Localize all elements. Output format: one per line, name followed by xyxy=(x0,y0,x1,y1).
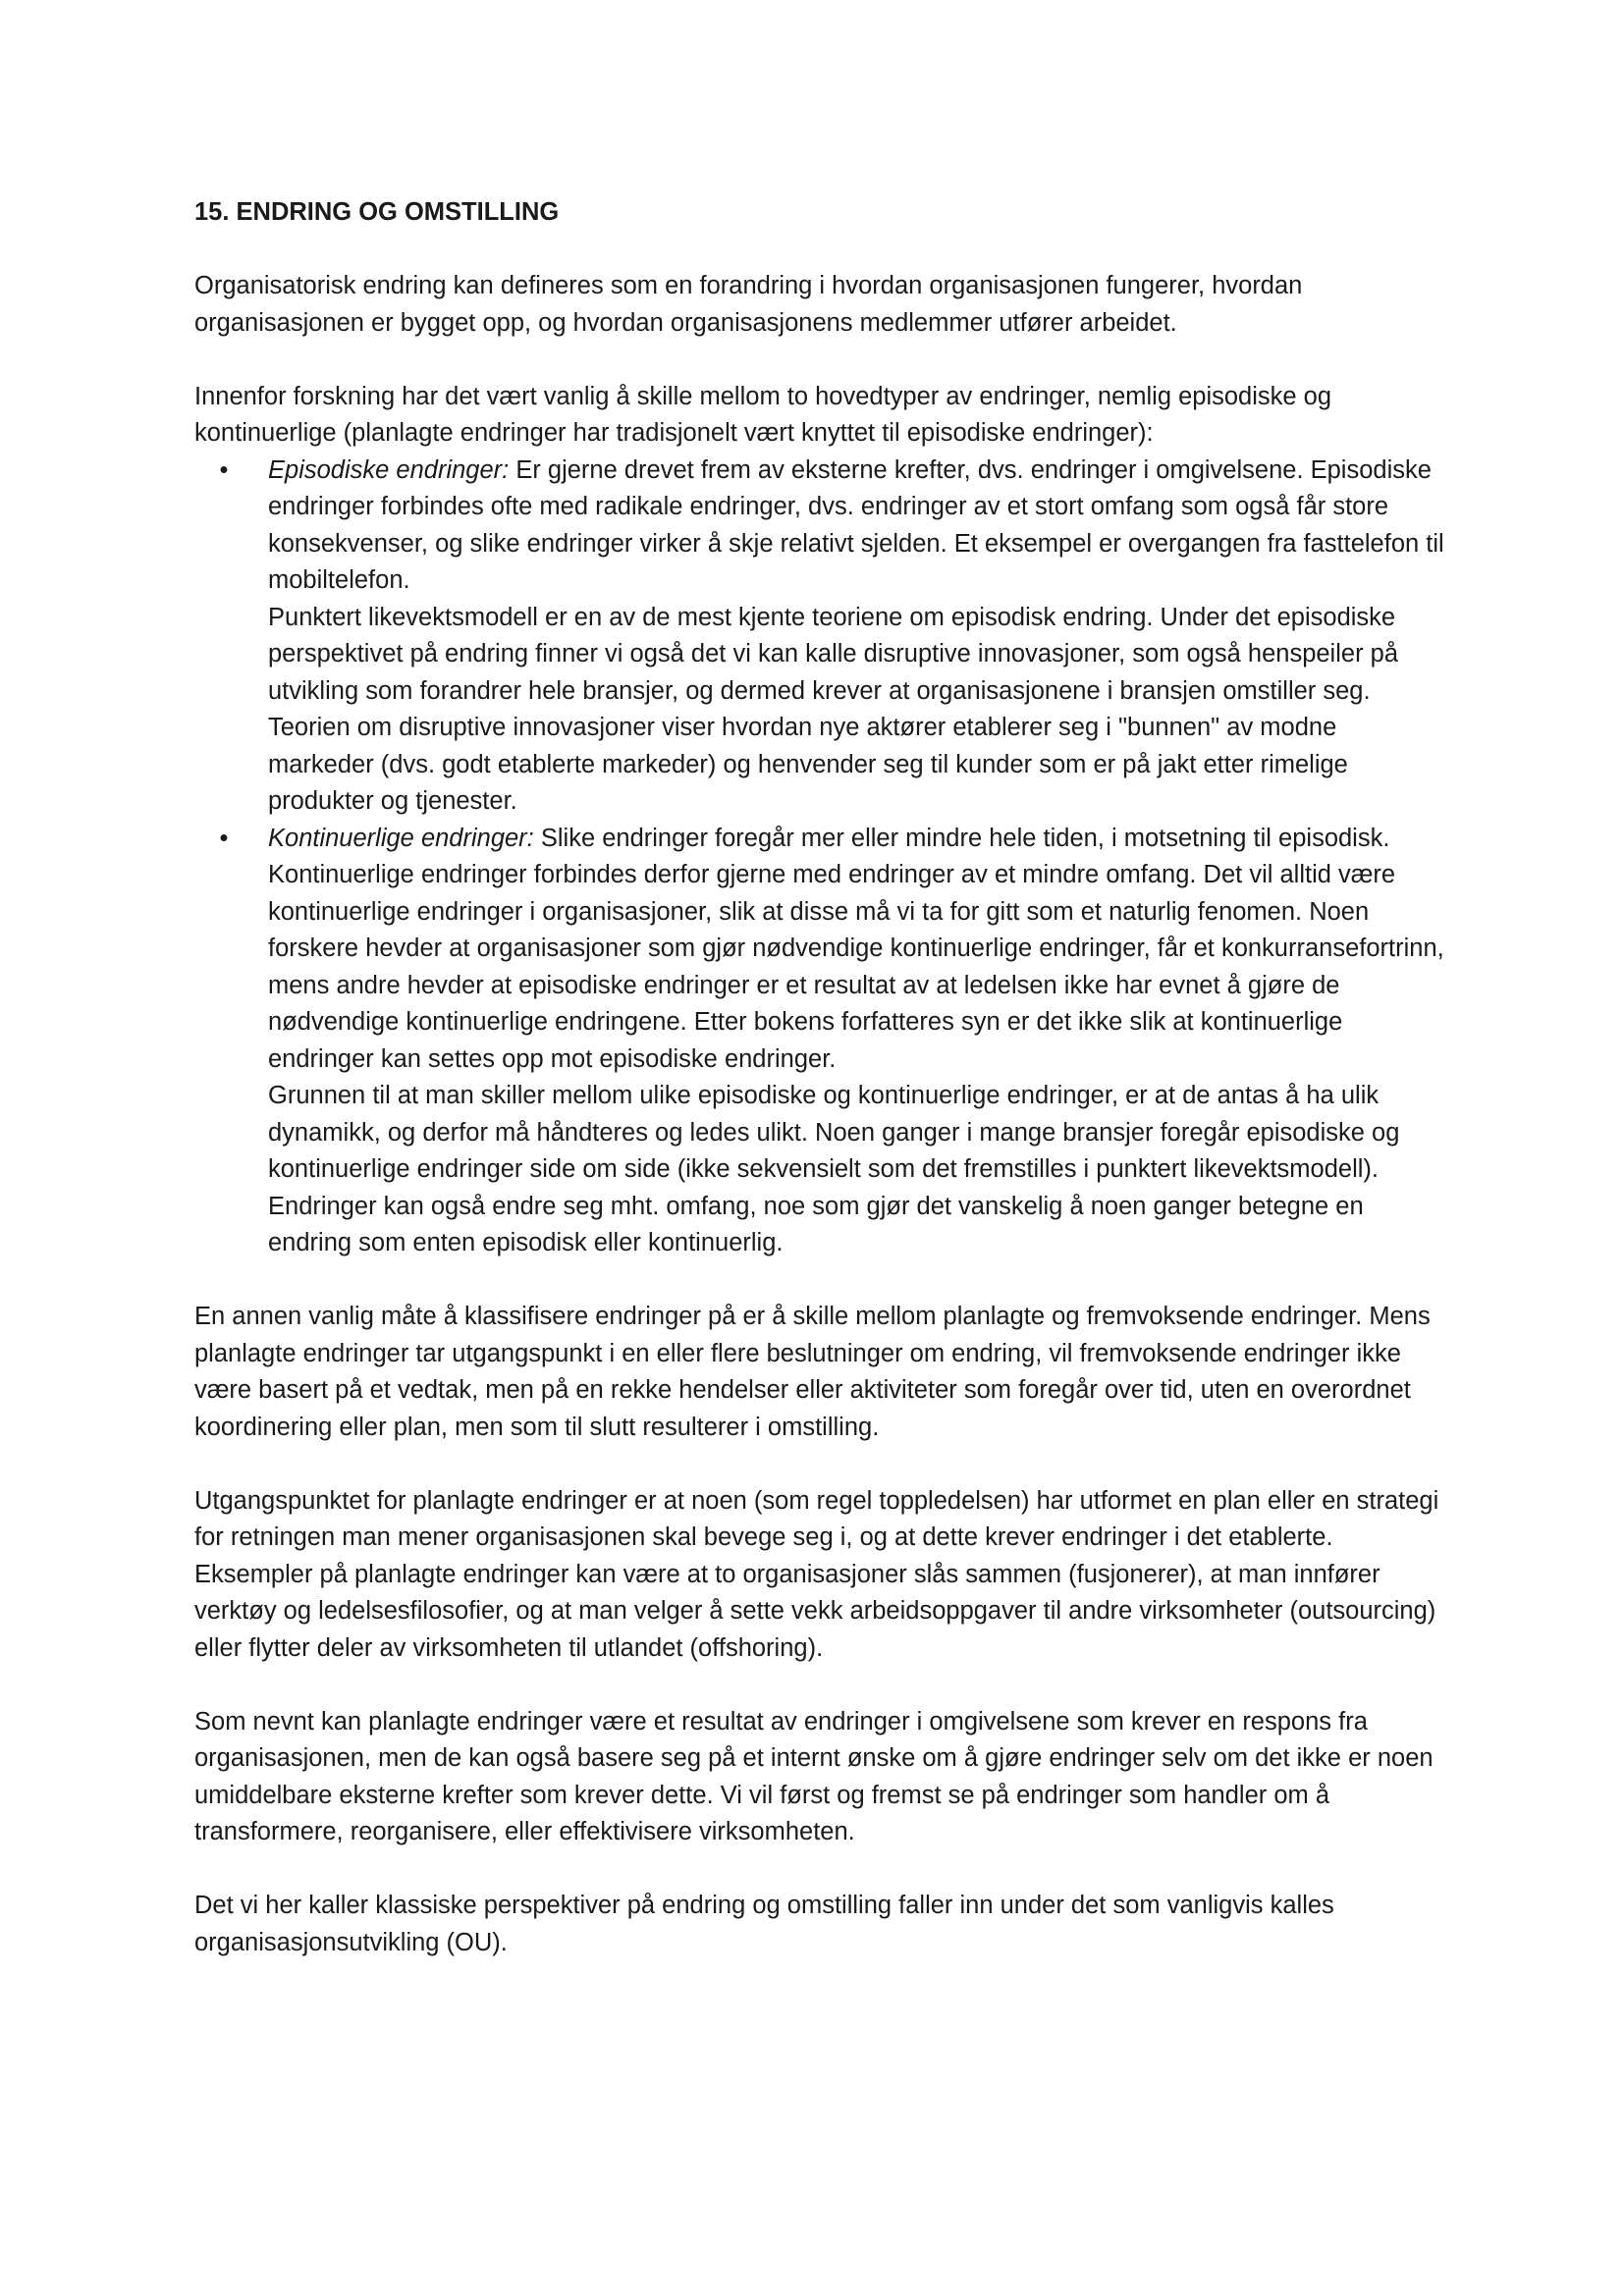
change-types-list xyxy=(194,453,1449,1262)
list-item-text: Slike endringer foregår mer eller mindre hele tiden, i motsetning til episodisk. Kontinuerlige endringer forbindes derfor gjerne med endringer av et mindre omfang. Det vil alltid være kontinuerlige endringer i organisasjoner, slik at disse må vi ta for gitt som et naturlig fenomen. Noen forskere hevder at organisasjoner som gjør nødvendige kontinuerlige endringer, får et konkurransefortrinn, mens andre hevder at episodiske endringer er et resultat av at ledelsen ikke har evnet å gjøre de nødvendige kontinuerlige endringene. Etter bokens forfatteres syn er det ikke slik at kontinuerlige endringer kan settes opp mot episodiske endringer. xyxy=(268,824,1444,1073)
list-item-episodic xyxy=(194,453,1449,821)
list-item-text: Er gjerne drevet frem av eksterne krefter, dvs. endringer i omgivelsene. Episodiske endringer forbindes ofte med radikale endringer, dvs. endringer av et stort omfang som også får store konsekvenser, og slike endringer virker å skje relativt sjelden. Et eksempel er overgangen fra fasttelefon til mobiltelefon. xyxy=(268,455,1444,594)
list-item-continuous xyxy=(194,821,1449,1262)
list-item-term: Kontinuerlige endringer: xyxy=(268,824,534,852)
list-item-continuation: Punktert likevektsmodell er en av de mest kjente teoriene om episodisk endring. Under det episodiske perspektivet på endring finner vi også det vi kan kalle disruptive innovasjoner, som også henspeiler på utvikling som forandrer hele bransjer, og dermed krever at organisasjonene i bransjen omstiller seg. Teorien om disruptive innovasjoner viser hvordan nye aktører etablerer seg i "bunnen" av modne markeder (dvs. godt etablerte markeder) og henvender seg til kunder som er på jakt etter rimelige produkter og tjenester. xyxy=(268,603,1399,815)
list-item-term: Episodiske endringer: xyxy=(268,455,510,484)
section-heading: 15. ENDRING OG OMSTILLING xyxy=(194,198,560,226)
list-item-continuation: Grunnen til at man skiller mellom ulike episodiske og kontinuerlige endringer, er at de antas å ha ulik dynamikk, og derfor må håndteres og ledes ulikt. Noen ganger i mange bransjer foregår episodiske og kontinuerlige endringer side om side (ikke sekvensielt som det fremstilles i punktert likevektsmodell). Endringer kan også endre seg mht. omfang, noe som gjør det vanskelig å noen ganger betegne en endring som enten episodisk eller kontinuerlig. xyxy=(268,1082,1400,1256)
paragraph-ou: Det vi her kaller klassiske perspektiver på endring og omstilling faller inn under det som vanligvis kalles organisasjonsutvikling (OU). xyxy=(194,1892,1334,1956)
paragraph-research-intro: Innenfor forskning har det vært vanlig å skille mellom to hovedtyper av endringer, nemlig episodiske og kontinuerlige (planlagte endringer har tradisjonelt vært knyttet til episodiske endringer): xyxy=(194,382,1332,447)
page-content xyxy=(194,194,1449,1999)
paragraph-response: Som nevnt kan planlagte endringer være et resultat av endringer i omgivelsene som krever en respons fra organisasjonen, men de kan også basere seg på et internt ønske om å gjøre endringer selv om det ikke er noen umiddelbare eksterne krefter som krever dette. Vi vil først og fremst se på endringer som handler om å transformere, reorganisere, eller effektivisere virksomheten. xyxy=(194,1707,1434,1845)
paragraph-planned-starting-point: Utgangspunktet for planlagte endringer er at noen (som regel toppledelsen) har utformet en plan eller en strategi for retningen man mener organisasjonen skal bevege seg i, og at dette krever endringer i det etablerte. Eksempler på planlagte endringer kan være at to organisasjoner slås sammen (fusjonerer), at man innfører verktøy og ledelsesfilosofier, og at man velger å sette vekk arbeidsoppgaver til andre virksomheter (outsourcing) eller flytter deler av virksomheten til utlandet (offshoring). xyxy=(194,1486,1439,1662)
bullet-marker: • xyxy=(219,824,229,852)
bullet-marker: • xyxy=(219,455,229,484)
paragraph-definition: Organisatorisk endring kan defineres som en forandring i hvordan organisasjonen fungerer, hvordan organisasjonen er bygget opp, og hvordan organisasjonens medlemmer utfører arbeidet. xyxy=(194,272,1303,337)
paragraph-planned-vs-emergent: En annen vanlig måte å klassifisere endringer på er å skille mellom planlagte og fremvoksende endringer. Mens planlagte endringer tar utgangspunkt i en eller flere beslutninger om endring, vil fremvoksende endringer ikke være basert på et vedtak, men på en rekke hendelser eller aktiviteter som foregår over tid, uten en overordnet koordinering eller plan, men som til slutt resulterer i omstilling. xyxy=(194,1303,1431,1441)
